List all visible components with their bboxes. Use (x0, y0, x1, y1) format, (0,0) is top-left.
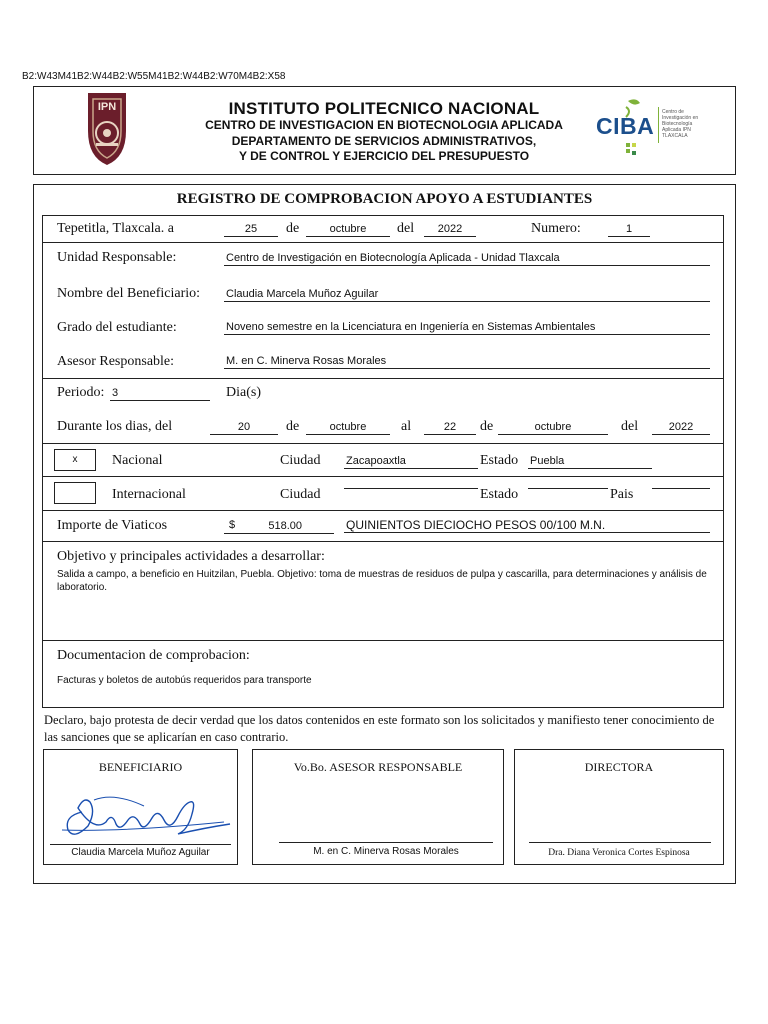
del-label-1: del (397, 221, 415, 236)
year-field[interactable]: 2022 (424, 222, 476, 237)
numero-field[interactable]: 1 (608, 222, 650, 237)
line-after-importe (42, 541, 724, 542)
de-label-1: de (286, 221, 300, 236)
pais-field[interactable] (652, 488, 710, 489)
line-after-documentacion (42, 707, 724, 708)
periodo-label: Periodo: (57, 385, 105, 400)
pais-label: Pais (610, 487, 634, 502)
signature-line-beneficiario (50, 844, 231, 845)
periodo-field[interactable]: 3 (110, 386, 210, 401)
ciudad-nacional-field[interactable]: Zacapoaxtla (344, 454, 478, 469)
signature-box-asesor (252, 749, 504, 865)
place-label: Tepetitla, Tlaxcala. a (57, 221, 174, 236)
del-label-2: del (621, 419, 639, 434)
line-after-date (42, 242, 724, 243)
signature-name-directora: Dra. Diana Veronica Cortes Espinosa (548, 848, 690, 858)
line-top (42, 215, 724, 216)
line-after-durante (42, 443, 724, 444)
signature-line-directora (529, 842, 711, 843)
grado-field[interactable]: Noveno semestre en la Licenciatura en Ingeniería en Sistemas Ambientales (224, 320, 710, 335)
estado-nacional-field[interactable]: Puebla (528, 454, 652, 469)
objetivo-text[interactable]: Salida a campo, a beneficio en Huitzilan, Puebla. Objetivo: toma de muestras de residuos de pulpa y cascarilla, para determinaciones y análisis de laboratorio. (57, 569, 707, 593)
header-line-1: CENTRO DE INVESTIGACION EN BIOTECNOLOGIA APLICADA (205, 118, 563, 132)
signature-title-beneficiario: BENEFICIARIO (98, 760, 183, 774)
objetivo-label: Objetivo y principales actividades a desarrollar: (57, 549, 325, 564)
de-label-2: de (286, 419, 300, 434)
internacional-label: Internacional (112, 487, 186, 502)
al-label: al (401, 419, 412, 434)
form-title: REGISTRO DE COMPROBACION APOYO A ESTUDIANTES (176, 191, 593, 207)
start-day-field[interactable]: 20 (210, 420, 278, 435)
signature-box-directora (514, 749, 724, 865)
start-month-field[interactable]: octubre (306, 420, 390, 435)
signature-line-asesor (279, 842, 493, 843)
document-code: B2:W43M41B2:W44B2:W55M41B2:W44B2:W70M4B2:X58 (22, 71, 286, 82)
line-after-nacional (42, 476, 724, 477)
importe-field[interactable] (224, 519, 334, 534)
estado-internacional-field[interactable] (528, 488, 608, 489)
line-after-asesor (42, 378, 724, 379)
ciudad-label-2: Ciudad (280, 487, 321, 502)
documentacion-text[interactable]: Facturas y boletos de autobús requeridos para transporte (57, 675, 312, 686)
signature-title-asesor: Vo.Bo. ASESOR RESPONSABLE (293, 760, 463, 774)
internacional-checkbox[interactable] (54, 482, 96, 504)
line-after-objetivo (42, 640, 724, 641)
ipn-logo-text: IPN (97, 101, 117, 113)
line-after-internacional (42, 510, 724, 511)
grado-label: Grado del estudiante: (57, 320, 177, 335)
nacional-checkbox[interactable]: x (54, 449, 96, 471)
period-year-field[interactable]: 2022 (652, 420, 710, 435)
dias-label: Dia(s) (226, 385, 261, 400)
unidad-field[interactable]: Centro de Investigación en Biotecnología Aplicada - Unidad Tlaxcala (224, 251, 710, 266)
handwritten-signature (54, 782, 234, 842)
currency-symbol: $ (229, 519, 236, 531)
signature-name-beneficiario: Claudia Marcela Muñoz Aguilar (71, 847, 210, 858)
asesor-field[interactable]: M. en C. Minerva Rosas Morales (224, 354, 710, 369)
asesor-label: Asesor Responsable: (57, 354, 175, 369)
ciudad-label-1: Ciudad (280, 453, 321, 468)
importe-label: Importe de Viaticos (57, 518, 168, 533)
unidad-label: Unidad Responsable: (57, 250, 177, 265)
documentacion-label: Documentacion de comprobacion: (57, 648, 250, 663)
header-line-2: DEPARTAMENTO DE SERVICIOS ADMINISTRATIVOS, (231, 134, 537, 148)
day-field[interactable]: 25 (224, 222, 278, 237)
signature-box-beneficiario (43, 749, 238, 865)
beneficiario-label: Nombre del Beneficiario: (57, 286, 201, 301)
ciudad-internacional-field[interactable] (344, 488, 478, 489)
estado-label-2: Estado (480, 487, 519, 502)
beneficiario-field[interactable]: Claudia Marcela Muñoz Aguilar (224, 287, 710, 302)
de-label-3: de (480, 419, 494, 434)
header-box (33, 86, 736, 175)
durante-label: Durante los dias, del (57, 419, 173, 434)
end-month-field[interactable]: octubre (498, 420, 608, 435)
declaration-text: Declaro, bajo protesta de decir verdad que los datos contenidos en este formato son los solicitados y manifiesto tener conocimiento de las sanciones que se aplicarían en caso contrario. (44, 713, 715, 744)
nacional-label: Nacional (112, 453, 163, 468)
signature-name-asesor: M. en C. Minerva Rosas Morales (313, 846, 459, 857)
numero-label: Numero: (531, 221, 581, 236)
ciba-logo-subtext: Centro de Investigación en Biotecnología Aplicada IPN TLAXCALA (662, 109, 699, 139)
institution-title: INSTITUTO POLITECNICO NACIONAL (228, 99, 540, 118)
estado-label-1: Estado (480, 453, 519, 468)
ciba-logo (596, 95, 706, 159)
header-line-3: Y DE CONTROL Y EJERCICIO DEL PRESUPUESTO (238, 149, 530, 163)
end-day-field[interactable]: 22 (424, 420, 476, 435)
month-field[interactable]: octubre (306, 222, 390, 237)
importe-value: 518.00 (268, 520, 302, 532)
ciba-logo-text: CIBA (596, 113, 655, 139)
signature-title-directora: DIRECTORA (584, 760, 654, 774)
importe-letra-field[interactable]: QUINIENTOS DIECIOCHO PESOS 00/100 M.N. (344, 518, 710, 533)
